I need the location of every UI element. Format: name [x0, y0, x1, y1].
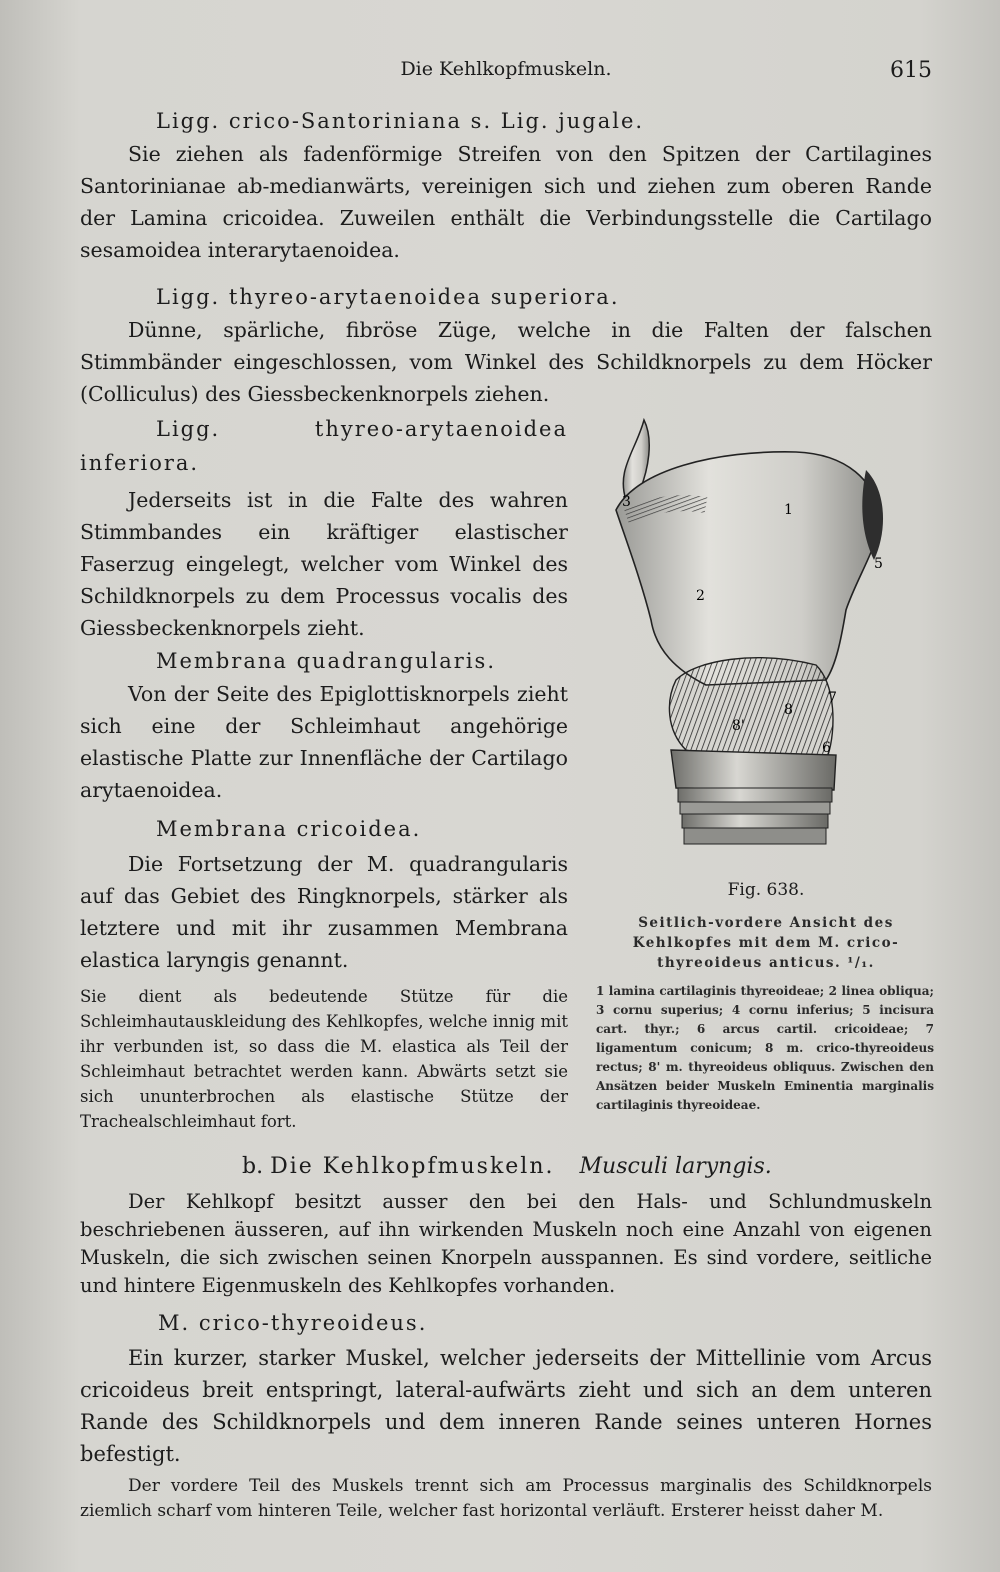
section-heading: Ligg. thyreo-arytaenoidea inferiora. [80, 417, 568, 475]
section-superiora [80, 280, 932, 410]
section-small-text: Sie dient als bedeutende Stütze für die Schleimhautauskleidung des Kehlkopfes, welche innig mit ihr verbunden ist, so dass die M. elastica als Teil der Schleimhaut betrachtet werden kann. Abwärts setzt sie sich ununterbrochen als elastische Stütze der Trachealschleimhaut fort. [80, 987, 568, 1131]
chapter-number: b. [242, 1154, 264, 1179]
section-heading: Ligg. thyreo-arytaenoidea superiora. [156, 285, 620, 309]
chapter-title-text: Die Kehlkopfmuskeln. [270, 1154, 555, 1179]
chapter-text: Der Kehlkopf besitzt ausser den bei den Hals- und Schlundmuskeln beschriebenen äusseren, auf ihn wirkenden Muskeln noch eine Anzahl von eigenen Muskeln, die sich zwischen seinen Knorpeln ausspannen. Es sind vordere, seitliche und hintere Eigenmuskeln des Kehlkopfes vorhanden. [80, 1190, 932, 1297]
section-small-text: Der vordere Teil des Muskels trennt sich am Processus marginalis des Schildknorpels ziemlich scharf vom hinteren Teile, welcher fast horizontal verläuft. Ersterer heisst daher M. [80, 1476, 932, 1521]
marker-7: 7 [828, 690, 837, 706]
section-heading: M. crico-thyreoideus. [158, 1311, 428, 1335]
section-text: Dünne, spärliche, fibröse Züge, welche in die Falten der falschen Stimmbänder eingeschlossen, vom Winkel des Schildknorpels zu dem Höcker (Colliculus) des Giessbeckenknorpels ziehen. [80, 318, 932, 406]
figure-caption: Seitlich-vordere Ansicht des Kehlkopfes mit dem M. crico-thyreoideus anticus. ¹/₁. [632, 915, 900, 971]
section-text: Die Fortsetzung der M. quadrangularis auf das Gebiet des Ringknorpels, stärker als letztere und mit ihr zusammen Membrana elastica laryngis genannt. [80, 852, 568, 972]
section-heading: Ligg. crico-Santoriniana s. Lig. jugale. [156, 109, 645, 133]
marker-1: 1 [784, 502, 793, 518]
section-heading: Membrana quadrangularis. [156, 649, 496, 673]
page-number: 615 [890, 58, 932, 83]
section-santoriniana [80, 104, 932, 266]
marker-2: 2 [696, 588, 705, 604]
running-head [80, 58, 932, 88]
marker-8-prime: 8' [732, 718, 745, 734]
section-text: Von der Seite des Epiglottisknorpels zieht sich eine der Schleimhaut angehörige elastische Platte zur Innenfläche der Cartilago arytaenoidea. [80, 682, 568, 802]
section-quadrangularis [80, 644, 568, 806]
section-crico-thyreoideus [80, 1306, 932, 1524]
marker-5: 5 [874, 556, 883, 572]
marker-8: 8 [784, 702, 793, 718]
figure-legend: 1 lamina cartilaginis thyreoideae; 2 linea obliqua; 3 cornu superius; 4 cornu inferius; 5 incisura cart. thyr.; 6 arcus cartil. cricoideae; 7 ligamentum conicum; 8 m. crico-thyreoideus rectus; 8' m. thyreoideus obliquus. Zwischen den Ansätzen beider Muskeln Eminentia marginalis cartilaginis thyreoideae. [596, 984, 934, 1112]
section-text: Ein kurzer, starker Muskel, welcher jederseits der Mittellinie vom Arcus cricoideus breit entspringt, lateral-aufwärts zieht und sich an dem unteren Rande des Schildknorpels und dem inneren Rande seines unteren Hornes befestigt. [80, 1346, 932, 1466]
section-text: Jederseits ist in die Falte des wahren Stimmbandes ein kräftiger elastischer Faserzug eingelegt, welcher vom Winkel des Schildknorpels zu dem Processus vocalis des Giessbeckenknorpels zieht. [80, 488, 568, 640]
marker-6: 6 [822, 740, 831, 756]
running-title: Die Kehlkopfmuskeln. [400, 58, 612, 80]
section-text: Sie ziehen als fadenförmige Streifen von den Spitzen der Cartilagines Santorinianae ab-medianwärts, vereinigen sich und ziehen zum oberen Rande der Lamina cricoidea. Zuweilen enthält die Verbindungsstelle die Cartilago sesamoidea interarytaenoidea. [80, 142, 932, 262]
section-heading: Membrana cricoidea. [156, 817, 422, 841]
larynx-illustration [596, 410, 936, 850]
section-cricoidea [80, 812, 568, 1134]
chapter-title [80, 1152, 932, 1182]
figure-label: Fig. 638. [727, 880, 805, 900]
chapter-kehlkopfmuskeln [80, 1152, 932, 1300]
section-inferiora [80, 412, 568, 644]
chapter-latin: Musculi laryngis. [579, 1154, 772, 1179]
marker-3: 3 [622, 494, 631, 510]
